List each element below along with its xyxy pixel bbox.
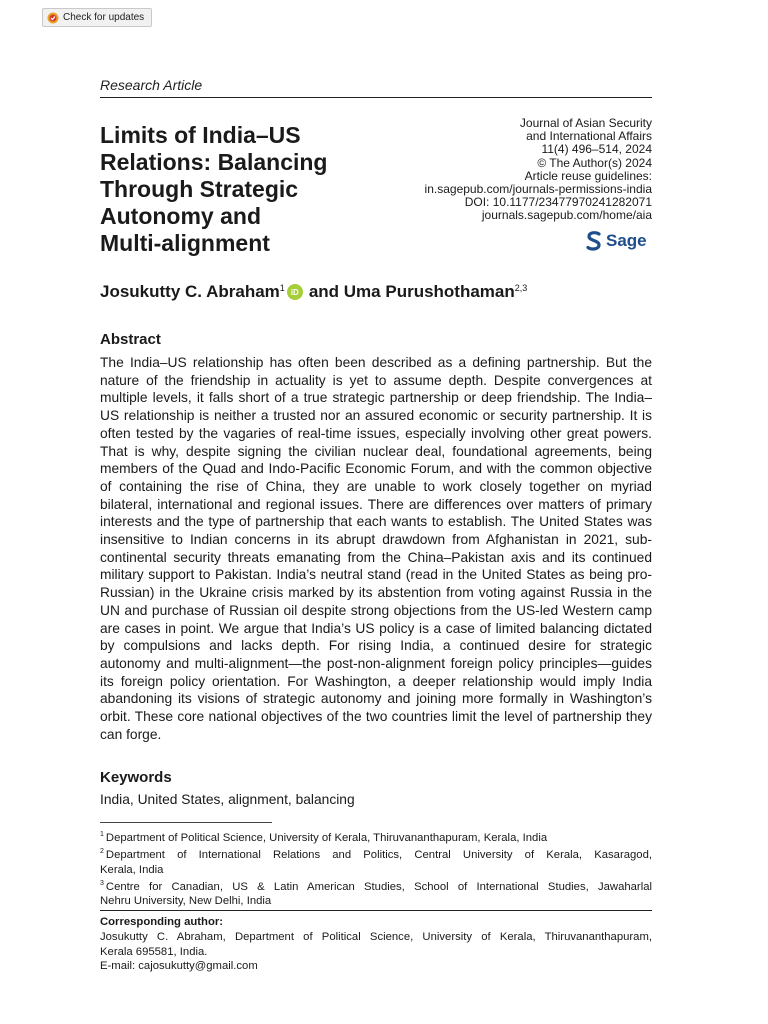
affiliations <box>100 828 652 909</box>
sage-wordmark: Sage <box>606 231 647 250</box>
keywords-text: India, United States, alignment, balancing <box>100 792 355 807</box>
corresponding-divider <box>100 910 652 911</box>
check-for-updates-button[interactable] <box>42 8 152 27</box>
affiliation-item <box>100 828 652 845</box>
affiliation-text: Centre for Canadian, US & Latin American Studies, School of International Studies, Jawaharlal <box>105 880 652 893</box>
affiliation-text: Department of Political Science, University of Kerala, Thiruvananthapuram, Kerala, India <box>105 831 548 844</box>
reuse-label: Article reuse guidelines: <box>524 168 652 183</box>
journal-name: Journal of Asian Security <box>519 116 652 130</box>
check-for-updates-label: Check for updates <box>63 12 145 23</box>
journal-copyright: © The Author(s) 2024 <box>537 155 652 170</box>
affiliation-item <box>100 877 652 909</box>
abstract-heading: Abstract <box>100 331 161 348</box>
corresponding-address: Josukutty C. Abraham, Department of Political Science, University of Kerala, Thiruvananthapuram, <box>100 930 652 943</box>
sage-logo <box>586 230 647 252</box>
title-line: Through Strategic <box>100 176 299 202</box>
article-type: Research Article <box>100 77 203 93</box>
sage-s-icon <box>586 231 602 251</box>
affiliation-text: Department of International Relations and Politics, Central University of Kerala, Kasaragod, <box>105 849 652 862</box>
reuse-link[interactable]: in.sagepub.com/journals-permissions-india <box>424 182 652 197</box>
title-line: Multi-alignment <box>100 230 270 256</box>
affiliation-number: 1 <box>100 831 104 838</box>
title-line: Autonomy and <box>100 203 261 229</box>
header-divider <box>100 97 652 98</box>
affiliation-number: 2 <box>100 848 104 856</box>
affiliation-item <box>100 845 652 877</box>
corresponding-email[interactable]: E-mail: cajosukutty@gmail.com <box>100 960 258 973</box>
orcid-icon[interactable]: iD <box>287 284 303 300</box>
journal-name: and International Affairs <box>526 129 652 144</box>
author-list <box>100 282 527 302</box>
corresponding-heading: Corresponding author: <box>100 916 224 928</box>
affiliation-text: Nehru University, New Delhi, India <box>100 895 272 908</box>
affiliation-marker: 1 <box>279 283 285 293</box>
keywords-heading: Keywords <box>100 769 172 786</box>
author-conjunction: and <box>308 282 340 301</box>
affiliation-text: Kerala, India <box>100 863 164 876</box>
footnote-divider <box>100 822 272 823</box>
corresponding-author <box>100 915 652 974</box>
author-name: Josukutty C. Abraham <box>100 282 280 301</box>
title-line: Relations: Balancing <box>100 149 328 175</box>
journal-home-link[interactable]: journals.sagepub.com/home/aia <box>481 208 652 223</box>
author-name: Uma Purushothaman <box>343 282 515 301</box>
journal-volume: 11(4) 496–514, 2024 <box>541 142 652 157</box>
journal-info <box>332 117 652 223</box>
doi-link[interactable]: DOI: 10.1177/23477970241282071 <box>464 195 652 210</box>
affiliation-marker: 2,3 <box>514 283 528 293</box>
abstract-text: The India–US relationship has often been described as a defining partnership. But the nature of the friendship in actuality is yet to assume depth. Despite convergences at multiple levels, it falls short of a true strategic partnership or deep friendship. The India–US relationship is neither a trusted nor an assured economic or security partnership. It is often tested by the vagaries of real-time issues, especially involving other great powers. That is why, despite signing the civilian nuclear deal, foundational agreements, being members of the Quad and Indo-Pacific Economic Forum, and with the common objective of containing the rise of China, they are unable to work closely together on myriad bilateral, international and regional issues. There are differences over matters of primary interests and the type of partnership that each wants to establish. The United States was insensitive to Indian concerns in its abrupt drawdown from Afghanistan in 2021, sub-continental security threats emanating from the China–Pakistan axis and its continued military support to Pakistan. India’s neutral stand (read in the United States as being pro-Russian) in the Ukraine crisis marked by its abstention from voting against Russia in the UN and purchase of Russian oil despite strong objections from the US-led Western camp are cases in point. We argue that India’s US policy is a case of limited balancing dictated by compulsions and lacks depth. For rising India, a continued desire for strategic autonomy and multi-alignment—the post-non-alignment foreign policy principles—guides its foreign policy orientation. For Washington, a deeper relationship would imply India abandoning its visions of strategic autonomy and joining more formally in Washington’s orbit. These core national objectives of the two countries limit the level of partnership they can forge. <box>100 355 652 742</box>
title-line: Limits of India–US <box>100 122 301 148</box>
affiliation-number: 3 <box>100 880 104 888</box>
check-updates-icon <box>47 12 59 24</box>
corresponding-address: Kerala 695581, India. <box>100 945 208 958</box>
